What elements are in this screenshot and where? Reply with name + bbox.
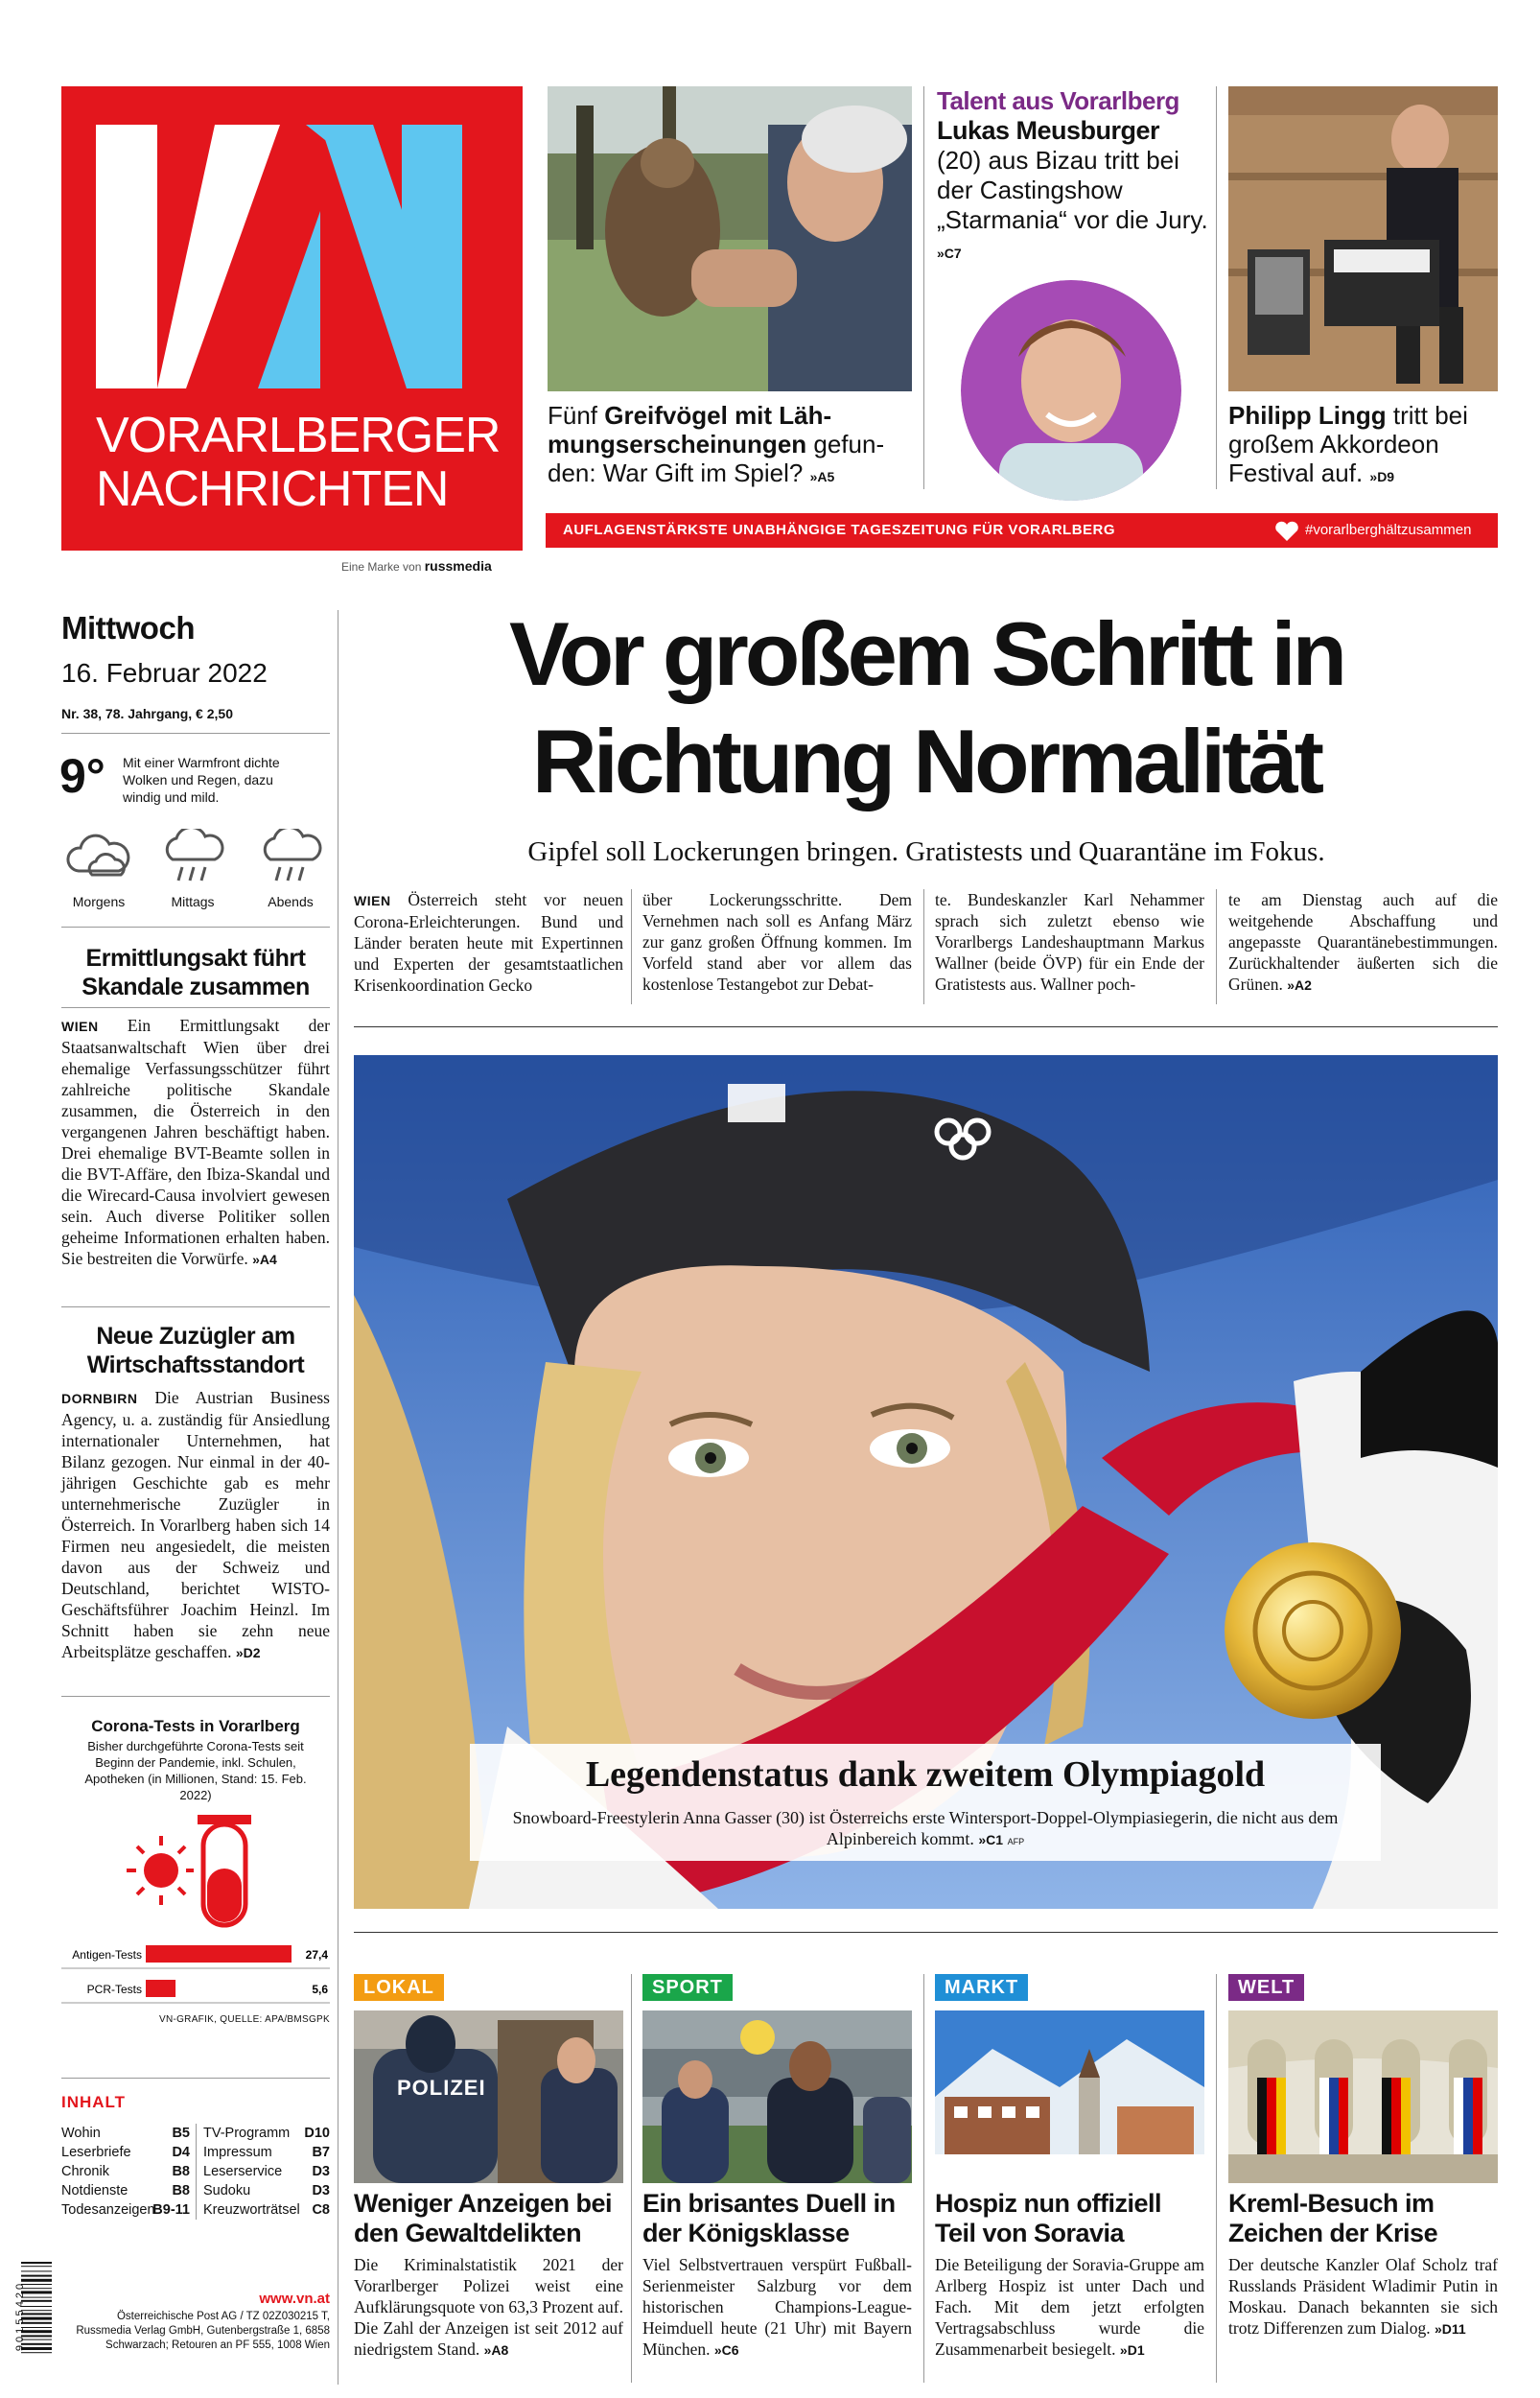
main-col-3: te. Bundeskanzler Karl Nehammer sprach sich zuletzt ebenso wie Vorarlbergs Landeshauptmann Markus Wallner (beide ÖVP) für ein Ende der Gratistests aus. Wallner poch- — [935, 890, 1204, 994]
side1-text: Ein Ermittlungsakt der Staatsanwaltschaft Wien über drei ehemalige Verfassungsschützer führt zahlreiche politische Skandale zusammen, die Österreich in den vergangenen Jahren beschäftigt haben. Drei ehemalige BVT-Beamte sollen in die BVT-Affäre, den Ibiza-Skandal und die Wirecard-Causa involviert gewesen sein. Auch diverse Politiker sollen geheime Informationen erhalten haben. Sie bestreiten die Vorwürfe. — [61, 1016, 330, 1268]
side1-ref[interactable]: »A4 — [252, 1252, 277, 1267]
main-col-1 — [354, 889, 623, 996]
teaser-accordion-text — [1228, 401, 1502, 491]
index-divider — [196, 2124, 197, 2220]
test-tube-icon — [125, 1813, 268, 1942]
teaser-accordion-desc: tritt bei großem Akkordeon Festival auf. — [1228, 401, 1468, 487]
photo-story-ref[interactable]: »C1 — [978, 1832, 1004, 1847]
lokal-body: Die Kriminalstatistik 2021 der Vorarlberger Polizei weist eine Aufklärungsquote von 63,3 Prozent auf. Die Zahl der Anzeigen ist seit 2012 auf niedrigstem Stand. — [354, 2255, 623, 2359]
index-item[interactable]: Leserservice D3 — [203, 2164, 330, 2179]
main-subhead: Gipfel soll Lockerungen bringen. Gratistests und Quarantäne im Fokus. — [527, 836, 1325, 867]
index-item[interactable]: Chronik B8 — [61, 2164, 190, 2179]
index-item[interactable]: Notdienste B8 — [61, 2183, 190, 2198]
side1-headline: Ermittlungsakt führt Skandale zusammen — [82, 945, 310, 1000]
corona-bar-chart — [61, 1941, 330, 2009]
rain-icon-evening — [257, 829, 324, 891]
main-col1-text: Österreich steht vor neuen Corona-Erleichterungen. Bund und Länder beraten heute mit Expertinnen und Experten der gesamtstaatlichen Krisenkoordination Gecko — [354, 890, 623, 995]
markt-photo — [935, 2010, 1204, 2183]
weather-temp: 9° — [59, 749, 105, 803]
markt-ref[interactable]: »D1 — [1119, 2342, 1145, 2358]
welt-photo — [1228, 2010, 1498, 2183]
corona-value-label: 27,4 — [305, 1948, 328, 1962]
index-item[interactable]: Wohin B5 — [61, 2126, 190, 2141]
photo-story-caption — [489, 1807, 1362, 1852]
side2-lede: DORNBIRN — [61, 1391, 138, 1406]
markt-text — [935, 2254, 1204, 2361]
teaser-bird-plain1: Fünf — [548, 401, 605, 430]
main-col-4 — [1228, 889, 1498, 996]
side2-ref[interactable]: »D2 — [235, 1645, 261, 1660]
side1-lede: WIEN — [61, 1019, 99, 1034]
index-item[interactable]: Todesanzeigen B9-11 — [61, 2202, 190, 2218]
brand-note — [341, 558, 492, 574]
side1-body — [61, 1015, 330, 1270]
teaser-accordion-photo — [1228, 86, 1498, 391]
barcode-icon — [4, 2260, 54, 2385]
corona-bar — [146, 1980, 175, 1997]
main-lede: WIEN — [354, 893, 391, 908]
teaser-talent-ref[interactable]: »C7 — [937, 246, 962, 261]
masthead-divider-1 — [923, 86, 924, 489]
footer-url[interactable]: www.vn.at — [259, 2291, 330, 2307]
lokal-photo-text: POLIZEI — [397, 2076, 486, 2100]
index-title: INHALT — [61, 2093, 127, 2111]
tagline-right[interactable]: #vorarlberghältzusammen — [1305, 522, 1472, 538]
weather-period-noon: Mittags — [171, 894, 215, 909]
brand-name: russmedia — [424, 558, 492, 574]
masthead-divider-2 — [1216, 86, 1217, 489]
main-headline — [355, 600, 1498, 815]
masthead-name-line1: VORARLBERGER — [96, 408, 501, 463]
lokal-ref[interactable]: »A8 — [483, 2342, 509, 2358]
tag-lokal[interactable]: LOKAL — [354, 1974, 444, 2001]
main-col-divider-1 — [631, 889, 632, 1004]
edition-info: Nr. 38, 78. Jahrgang, € 2,50 — [61, 706, 233, 721]
cloudy-icon — [63, 831, 130, 887]
index-item[interactable]: TV-Programm D10 — [203, 2126, 330, 2141]
sidebar-rule-2 — [61, 927, 330, 928]
hero-rule — [354, 1932, 1498, 1933]
sidebar-rule-1 — [61, 733, 330, 734]
teaser-bird-photo — [548, 86, 912, 391]
teaser-bird-bold: Greifvögel mit Läh-mungserscheinungen — [548, 401, 832, 458]
photo-story-caption-text: Snowboard-Freestylerin Anna Gasser (30) ist Österreichs erste Wintersport-Doppel-Olympiasiegerin, die nicht aus dem Alpinbereich kommt. — [512, 1808, 1339, 1848]
teaser-talent-name: Lukas Meusburger — [937, 116, 1160, 145]
sport-ref[interactable]: »C6 — [713, 2342, 739, 2358]
main-headline-line1: Vor großem Schritt in — [509, 603, 1343, 704]
bottom-divider-3 — [1216, 1974, 1217, 2383]
sidebar-rule-6 — [61, 2078, 330, 2079]
teaser-talent-portrait — [961, 280, 1181, 501]
barcode-number: 9 0 1 5 5 4 2 0 — [14, 2283, 26, 2352]
masthead-logo — [61, 86, 523, 551]
sport-body: Viel Selbstvertrauen verspürt Fußball-Serienmeister Salzburg vor dem historischen Champions-League-Heimduell heute (21 Uhr) mit Bayern München. — [642, 2255, 912, 2359]
corona-chart-svg — [61, 1941, 330, 2009]
barcode — [4, 2260, 54, 2385]
main-col-divider-2 — [923, 889, 924, 1004]
main-headline-line2: Richtung Normalität — [531, 711, 1321, 811]
sport-headline: Ein brisantes Duell in der Königsklasse — [642, 2189, 896, 2247]
weather-desc: Mit einer Warmfront dichte Wolken und Regen, dazu windig und mild. — [123, 755, 280, 805]
corona-source: VN-GRAFIK, QUELLE: APA/BMSGPK — [158, 2014, 330, 2025]
masthead-name-line2: NACHRICHTEN — [96, 461, 449, 517]
side2-text: Die Austrian Business Agency, u. a. zuständig für Ansiedlung internationaler Unternehmen, hat Bilanz gezogen. Nur einmal in der 40-jährigen Geschichte gab es mehr unternehmerische Zuzügler in Österreich. In Vorarlberg haben sich 14 Firmen neu angesiedelt, die meisten davon aus der Schweiz und Deutschland, berichtet WISTO-Geschäftsführer Joachim Heinzl. Im Schnitt haben sie zehn neue Arbeitsplätze geschaffen. — [61, 1388, 330, 1661]
edition-date: 16. Februar 2022 — [61, 658, 268, 688]
heart-icon — [1274, 521, 1299, 547]
corona-title: Corona-Tests in Vorarlberg — [91, 1717, 300, 1735]
tag-sport[interactable]: SPORT — [642, 1974, 733, 2001]
welt-body: Der deutsche Kanzler Olaf Scholz traf Russlands Präsident Wladimir Putin in Moskau. Danach bekannten sie sich trotz Differenzen zum Dialog. — [1228, 2255, 1498, 2338]
main-col4-text: te am Dienstag auch auf die weitgehende Abschaffung und angepasste Quarantänebestimmungen. Zurückhaltender äußerten sich die Grünen. — [1228, 890, 1498, 994]
markt-body: Die Beteiligung der Soravia-Gruppe am Arlberg Hospiz ist unter Dach und Fach. Mit dem jetzt erfolgten Vertragsabschluss wurde die Zusammenarbeit besiegelt. — [935, 2255, 1204, 2359]
teaser-accordion-ref[interactable]: »D9 — [1369, 469, 1395, 484]
index-left-col — [61, 2124, 190, 2229]
main-col-2: über Lockerungsschritte. Dem Vernehmen nach soll es Anfang März zur ganz großen Öffnung kommen. Im Vorfeld stand aber vor allem das kostenlose Testangebot zur Debat- — [642, 890, 912, 994]
teaser-talent-text — [937, 146, 1215, 269]
weather-period-morning: Morgens — [72, 894, 126, 909]
index-item[interactable]: Kreuzworträtsel C8 — [203, 2202, 330, 2218]
bottom-divider-1 — [631, 1974, 632, 2383]
sidebar-rule-4 — [61, 1306, 330, 1307]
welt-ref[interactable]: »D11 — [1434, 2321, 1466, 2337]
corona-bar — [146, 1945, 292, 1963]
sidebar-rule-3 — [61, 1007, 330, 1008]
photo-caption-box — [470, 1744, 1381, 1861]
teaser-bird-plain2: gefun-den: War Gift im Spiel? — [548, 430, 885, 487]
teaser-bird-ref[interactable]: »A5 — [809, 469, 835, 484]
sidebar-rule-5 — [61, 1696, 330, 1697]
tag-markt[interactable]: MARKT — [935, 1974, 1028, 2001]
corona-category-label: Antigen-Tests — [72, 1948, 142, 1962]
main-ref[interactable]: »A2 — [1287, 977, 1312, 993]
side2-body — [61, 1387, 330, 1663]
teaser-accordion-name: Philipp Lingg — [1228, 401, 1387, 430]
edition-weekday: Mittwoch — [61, 610, 195, 646]
tag-welt[interactable]: WELT — [1228, 1974, 1304, 2001]
welt-text — [1228, 2254, 1498, 2339]
corona-subtitle: Bisher durchgeführte Corona-Tests seit Beginn der Pandemie, inkl. Schulen, Apotheken (in Millionen, Stand: 15. Feb. 2022) — [84, 1739, 307, 1802]
tagline-left: AUFLAGENSTÄRKSTE UNABHÄNGIGE TAGESZEITUNG FÜR VORARLBERG — [563, 522, 1116, 538]
bottom-divider-2 — [923, 1974, 924, 2383]
brand-note-label: Eine Marke von — [341, 560, 422, 574]
index-item[interactable]: Leserbriefe D4 — [61, 2145, 190, 2160]
index-item[interactable]: Sudoku D3 — [203, 2183, 330, 2198]
main-col-divider-3 — [1216, 889, 1217, 1004]
lokal-photo — [354, 2010, 623, 2183]
lokal-headline: Weniger Anzeigen bei den Gewaltdelikten — [354, 2189, 613, 2247]
lokal-text — [354, 2254, 623, 2361]
welt-headline: Kreml-Besuch im Zeichen der Krise — [1228, 2189, 1438, 2247]
sport-photo — [642, 2010, 912, 2183]
teaser-talent-desc: (20) aus Bizau tritt bei der Castingshow „Starmania“ vor die Jury. — [937, 146, 1208, 234]
index-item[interactable]: Impressum B7 — [203, 2145, 330, 2160]
footer-imprint: Österreichische Post AG / TZ 02Z030215 T, Russmedia Verlag GmbH, Gutenbergstraße 1, 6858 Schwarzach; Retouren an PF 555, 1008 Wien — [76, 2311, 330, 2351]
corona-value-label: 5,6 — [312, 1983, 328, 1996]
side2-headline: Neue Zuzügler am Wirtschaftsstandort — [86, 1323, 305, 1378]
photo-credit: AFP — [1007, 1837, 1025, 1846]
tagline-bar — [546, 513, 1498, 548]
markt-headline: Hospiz nun offiziell Teil von Soravia — [935, 2189, 1161, 2247]
weather-period-evening: Abends — [268, 894, 314, 909]
teaser-talent-kicker: Talent aus Vorarlberg — [937, 86, 1179, 115]
corona-category-label: PCR-Tests — [86, 1983, 142, 1996]
index-right-col — [203, 2124, 330, 2229]
teaser-bird-text — [548, 401, 912, 491]
sport-text — [642, 2254, 912, 2361]
rain-icon-noon — [159, 829, 226, 891]
photo-story-headline: Legendenstatus dank zweitem Olympiagold — [585, 1754, 1266, 1795]
main-rule — [354, 1026, 1498, 1027]
